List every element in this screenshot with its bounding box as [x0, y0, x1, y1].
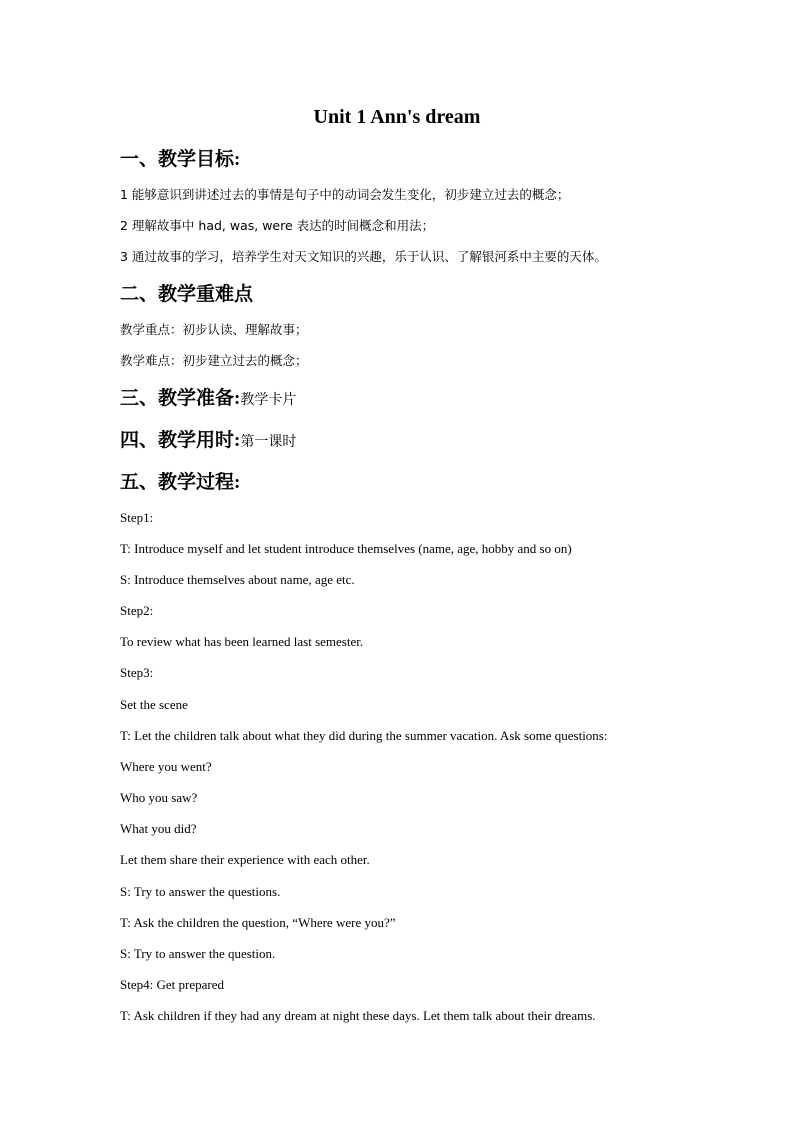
key-point-item: 教学重点：初步认读、理解故事；: [120, 322, 308, 337]
process-line: Step1:: [120, 510, 154, 525]
process-line: T: Ask the children the question, “Where were you?”: [120, 915, 396, 930]
process-line: Step4: Get prepared: [120, 977, 224, 992]
heading-teaching-goals: 一、教学目标:: [120, 149, 241, 170]
goal-item-1: 1 能够意识到讲述过去的事情是句子中的动词会发生变化，初步建立过去的概念；: [120, 187, 570, 202]
process-line: Where you went?: [120, 759, 212, 774]
process-line: What you did?: [120, 821, 197, 836]
process-line: Let them share their experience with each other.: [120, 852, 370, 867]
process-line: To review what has been learned last semester.: [120, 634, 364, 649]
heading-process: 五、教学过程:: [120, 472, 241, 493]
time-value: 第一课时: [240, 434, 297, 450]
difficult-point-item: 教学难点：初步建立过去的概念；: [120, 353, 308, 368]
process-line: Step2:: [120, 603, 154, 618]
heading-preparation: [120, 387, 296, 412]
process-line: S: Introduce themselves about name, age etc.: [120, 572, 355, 587]
time-label: 四、教学用时:: [120, 430, 241, 451]
process-line: S: Try to answer the questions.: [120, 884, 281, 899]
preparation-label: 三、教学准备:: [120, 388, 241, 409]
document-title: Unit 1 Ann's dream: [313, 106, 481, 128]
goal-item-2: 2 理解故事中 had, was, were 表达的时间概念和用法；: [120, 218, 435, 233]
preparation-value: 教学卡片: [240, 392, 297, 408]
process-line: T: Let the children talk about what they did during the summer vacation. Ask some questions:: [120, 728, 608, 743]
process-line: S: Try to answer the question.: [120, 946, 276, 961]
goal-item-3: 3 通过故事的学习，培养学生对天文知识的兴趣，乐于认识、了解银河系中主要的天体。: [120, 249, 607, 264]
heading-key-points: 二、教学重难点: [120, 284, 254, 305]
process-line: T: Ask children if they had any dream at night these days. Let them talk about their dreams.: [120, 1008, 596, 1023]
process-line: Step3:: [120, 665, 154, 680]
process-line: Set the scene: [120, 697, 188, 712]
heading-time: [120, 429, 296, 454]
process-line: Who you saw?: [120, 790, 198, 805]
process-line: T: Introduce myself and let student introduce themselves (name, age, hobby and so on): [120, 541, 572, 556]
